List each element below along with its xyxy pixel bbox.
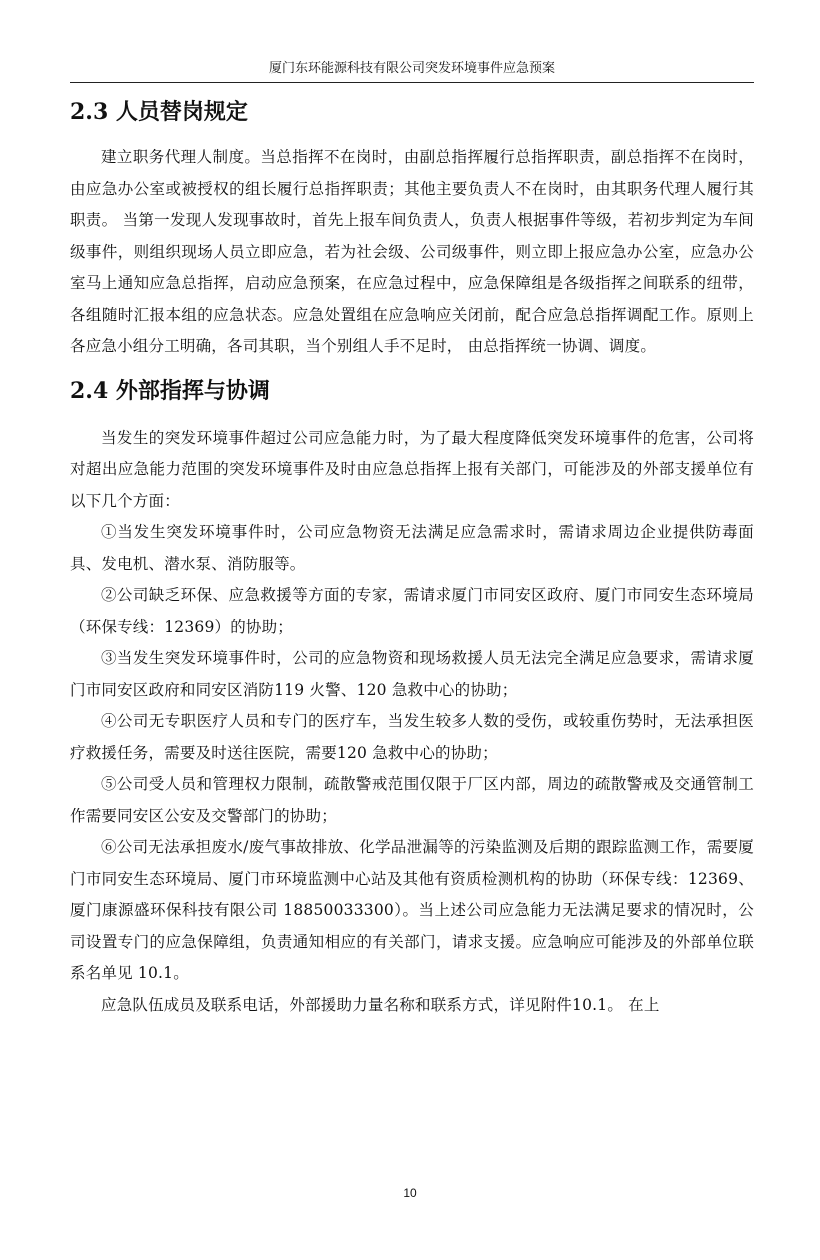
list-item: ④公司无专职医疗人员和专门的医疗车，当发生较多人数的受伤，或较重伤势时，无法承担医疗救援任务，需要及时送往医院，需要120 急救中心的协助；: [70, 712, 754, 762]
list-item: ②公司缺乏环保、应急救援等方面的专家，需请求厦门市同安区政府、厦门市同安生态环境局（环保专线：12369）的协助；: [70, 586, 754, 636]
page-content: [70, 88, 754, 1021]
list-item: ③当发生突发环境事件时，公司的应急物资和现场救援人员无法完全满足应急要求，需请求厦门市同安区政府和同安区消防119 火警、120 急救中心的协助；: [70, 649, 754, 699]
section-heading-2-3: 2.3 人员替岗规定: [70, 99, 248, 125]
list-item: ⑤公司受人员和管理权力限制，疏散警戒范围仅限于厂区内部，周边的疏散警戒及交通管制工作需要同安区公安及交警部门的协助；: [70, 775, 754, 825]
paragraph: 应急队伍成员及联系电话，外部援助力量名称和联系方式，详见附件10.1。 在上: [101, 995, 660, 1014]
list-item: ⑥公司无法承担废水/废气事故排放、化学品泄漏等的污染监测及后期的跟踪监测工作，需要厦门市同安生态环境局、厦门市环境监测中心站及其他有资质检测机构的协助（环保专线：12369、厦门康源盛环保科技有限公司 18850033300）。当上述公司应急能力无法满足要求的情况时，公司设置专门的应急保障组，负责通知相应的有关部门，请求支援。应急响应可能涉及的外部单位联系名单见 10.1。: [70, 838, 754, 982]
paragraph: 建立职务代理人制度。当总指挥不在岗时，由副总指挥履行总指挥职责，副总指挥不在岗时，由应急办公室或被授权的组长履行总指挥职责；其他主要负责人不在岗时，由其职务代理人履行其职责。 当第一发现人发现事故时，首先上报车间负责人，负责人根据事件等级，若初步判定为车间级事件，则组织现场人员立即应急，若为社会级、公司级事件，则立即上报应急办公室，应急办公室马上通知应急总指挥，启动应急预案，在应急过程中，应急保障组是各级指挥之间联系的纽带，各组随时汇报本组的应急状态。应急处置组在应急响应关闭前，配合应急总指挥调配工作。原则上各应急小组分工明确，各司其职，当个别组人手不足时， 由总指挥统一协调、调度。: [70, 148, 754, 355]
page-number: 10: [403, 1186, 417, 1200]
paragraph: 当发生的突发环境事件超过公司应急能力时，为了最大程度降低突发环境事件的危害，公司将对超出应急能力范围的突发环境事件及时由应急总指挥上报有关部门，可能涉及的外部支援单位有以下几个方面：: [70, 428, 754, 510]
header-rule: [70, 82, 754, 83]
section-heading-2-4: 2.4 外部指挥与协调: [70, 377, 270, 404]
running-header: 厦门东环能源科技有限公司突发环境事件应急预案: [268, 61, 555, 76]
list-item: ①当发生突发环境事件时，公司应急物资无法满足应急需求时，需请求周边企业提供防毒面具、发电机、潜水泵、消防服等。: [70, 523, 754, 573]
